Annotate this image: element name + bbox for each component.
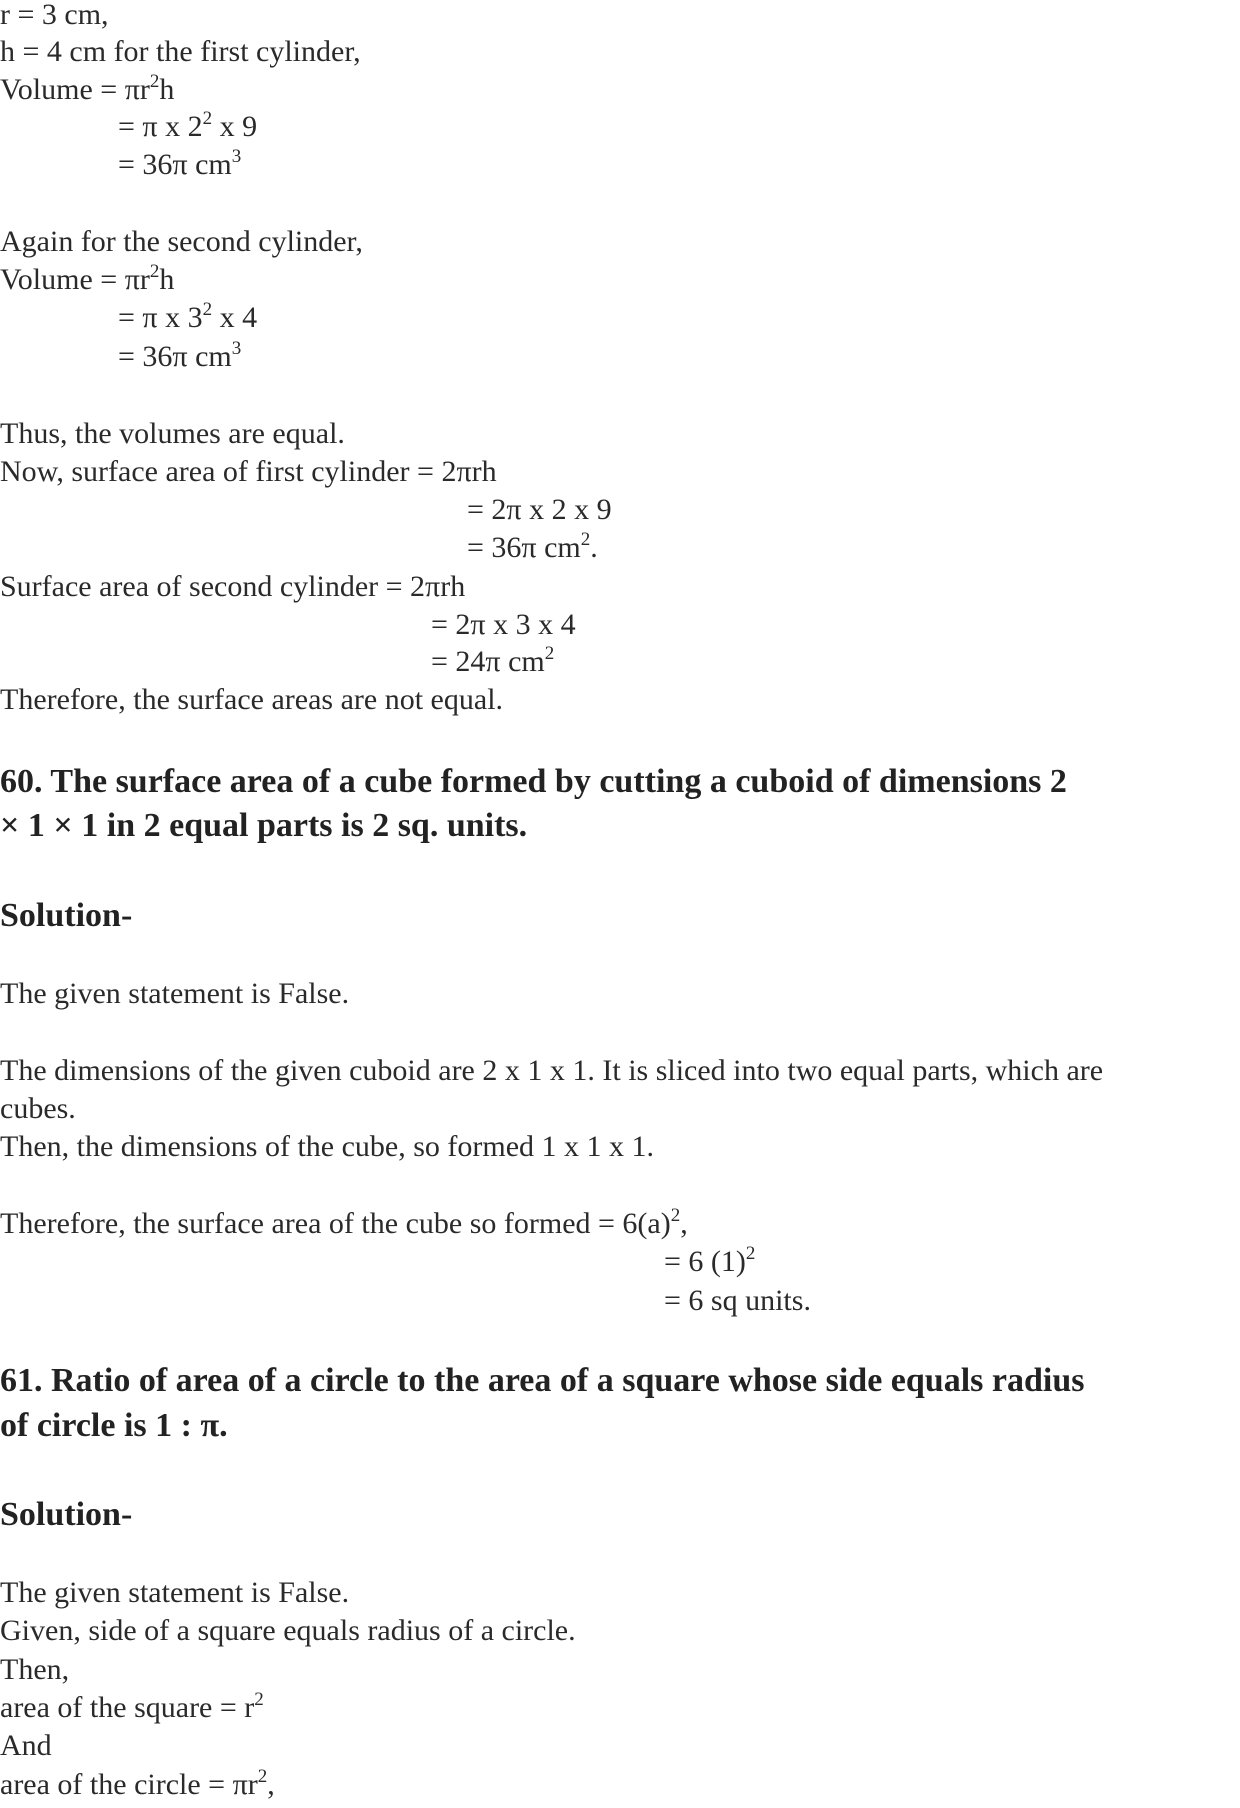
equation-line xyxy=(0,1689,264,1731)
text: = 36π cm xyxy=(118,148,232,181)
exponent: 2 xyxy=(580,529,591,550)
question-heading: 60. The surface area of a cube formed by cutting a cuboid of dimensions 2 xyxy=(0,763,1067,800)
text: area of the square = r xyxy=(0,1691,255,1724)
equation-line xyxy=(467,529,598,571)
equation-line: = 2π x 2 x 9 xyxy=(467,493,612,526)
exponent: 3 xyxy=(231,146,242,167)
text-line: Therefore, the surface areas are not equal. xyxy=(0,683,504,716)
exponent: 2 xyxy=(257,1766,268,1787)
text: h xyxy=(159,73,175,106)
text-line: h = 4 cm for the first cylinder, xyxy=(0,35,361,68)
text: = π x 3 xyxy=(118,301,203,334)
equation-line xyxy=(0,71,174,113)
text-line: And xyxy=(0,1729,52,1762)
text-line: Given, side of a square equals radius of a circle. xyxy=(0,1614,576,1647)
text: , xyxy=(267,1768,275,1801)
text-line: Again for the second cylinder, xyxy=(0,225,363,258)
text: x 4 xyxy=(212,301,258,334)
text-line: r = 3 cm, xyxy=(0,0,109,31)
question-heading: of circle is 1 : π. xyxy=(0,1407,228,1444)
text: Volume = πr xyxy=(0,73,150,106)
text-line: The dimensions of the given cuboid are 2 x 1 x 1. It is sliced into two equal parts, which are xyxy=(0,1054,1104,1087)
equation-line xyxy=(118,338,241,380)
text: area of the circle = πr xyxy=(0,1768,258,1801)
text: Volume = πr xyxy=(0,263,150,296)
text-line: Then, the dimensions of the cube, so formed 1 x 1 x 1. xyxy=(0,1130,655,1163)
text: . xyxy=(590,531,598,564)
equation-line xyxy=(0,1205,688,1247)
text: Therefore, the surface area of the cube so formed = 6(a) xyxy=(0,1207,671,1240)
equation-line xyxy=(664,1243,755,1285)
solution-label: Solution- xyxy=(0,897,133,934)
equation-line xyxy=(0,261,174,303)
equation-line xyxy=(118,146,241,188)
equation-line: = 2π x 3 x 4 xyxy=(431,608,576,641)
text: = 36π cm xyxy=(118,340,232,373)
text: , xyxy=(680,1207,688,1240)
exponent: 2 xyxy=(149,71,160,92)
text: x 9 xyxy=(212,110,258,143)
exponent: 3 xyxy=(231,338,242,359)
text: = 36π cm xyxy=(467,531,581,564)
equation-line xyxy=(118,299,257,341)
exponent: 2 xyxy=(149,261,160,282)
text-line: Now, surface area of first cylinder = 2πrh xyxy=(0,455,497,488)
equation-line xyxy=(0,1766,275,1808)
exponent: 2 xyxy=(202,299,213,320)
text: = 24π cm xyxy=(431,645,545,678)
equation-line xyxy=(431,643,554,685)
solution-label: Solution- xyxy=(0,1496,133,1533)
text-line: Then, xyxy=(0,1653,70,1686)
text-line: cubes. xyxy=(0,1092,76,1125)
text-line: Surface area of second cylinder = 2πrh xyxy=(0,570,466,603)
question-heading: × 1 × 1 in 2 equal parts is 2 sq. units. xyxy=(0,807,528,844)
text-line: The given statement is False. xyxy=(0,1576,350,1609)
exponent: 2 xyxy=(202,108,213,129)
text-line: The given statement is False. xyxy=(0,977,350,1010)
text-line: Thus, the volumes are equal. xyxy=(0,417,345,450)
exponent: 2 xyxy=(254,1689,264,1710)
question-heading: 61. Ratio of area of a circle to the area of a square whose side equals radius xyxy=(0,1362,1085,1399)
text: = 6 (1) xyxy=(664,1245,746,1278)
exponent: 2 xyxy=(745,1243,756,1264)
exponent: 2 xyxy=(670,1205,681,1226)
exponent: 2 xyxy=(544,643,555,664)
equation-line: = 6 sq units. xyxy=(664,1284,811,1317)
text: h xyxy=(159,263,175,296)
equation-line xyxy=(118,108,257,150)
text: = π x 2 xyxy=(118,110,203,143)
